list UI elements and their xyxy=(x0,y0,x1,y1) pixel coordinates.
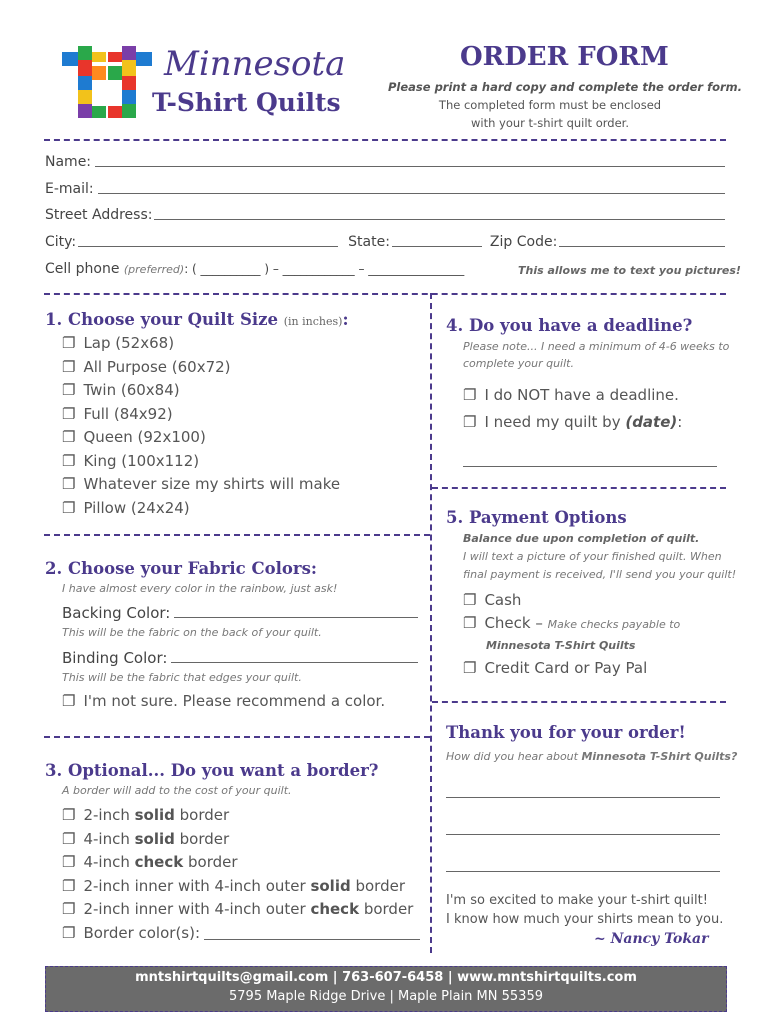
section-1-title: 1. Choose your Quilt Size (in inches): xyxy=(45,310,349,329)
section-2-title: 2. Choose your Fabric Colors: xyxy=(45,559,317,578)
option-label: border xyxy=(183,853,238,871)
quilt-size-option[interactable] xyxy=(62,403,340,427)
name-label: Name: xyxy=(45,154,92,170)
border-option[interactable] xyxy=(62,828,420,852)
option-label: Credit Card or Pay Pal xyxy=(484,659,648,677)
option-label: border xyxy=(350,876,405,895)
section-2-note: I have almost every color in the rainbow, just ask! xyxy=(62,582,338,595)
section-4-note-1: Please note... I need a minimum of 4-6 weeks to xyxy=(463,340,730,353)
section-4-title: 4. Do you have a deadline? xyxy=(446,316,693,335)
quilt-size-options xyxy=(62,332,340,520)
email-label: E-mail: xyxy=(45,181,94,197)
date-label: (date) xyxy=(625,413,678,431)
option-label: Queen (92x100) xyxy=(83,428,206,446)
option-label: 4-inch xyxy=(83,853,135,871)
checkbox-icon[interactable]: ❐ xyxy=(62,381,76,399)
option-label: : xyxy=(677,413,683,431)
city-label: City: xyxy=(45,234,77,250)
section-3-note: A border will add to the cost of your quilt. xyxy=(62,784,292,797)
quilt-size-option[interactable] xyxy=(62,473,340,497)
closing-line-2: I know how much your shirts mean to you. xyxy=(446,912,724,927)
option-label: Pillow (24x24) xyxy=(83,498,190,517)
option-label: border xyxy=(174,806,230,824)
state-field[interactable] xyxy=(392,234,482,247)
zip-field[interactable] xyxy=(559,234,725,247)
street-address-field[interactable] xyxy=(45,207,725,223)
street-address-label: Street Address: xyxy=(45,207,153,223)
option-bold: solid xyxy=(134,806,175,824)
state-label: State: xyxy=(348,234,390,250)
logo-script-text: Minnesota xyxy=(164,44,346,84)
checkbox-icon[interactable]: ❐ xyxy=(62,692,76,710)
header-subtitle: Please print a hard copy and complete the order form. xyxy=(388,80,743,94)
option-label: border xyxy=(174,829,230,848)
option-label: Cash xyxy=(484,591,522,609)
border-option[interactable] xyxy=(62,875,420,899)
option-label: I do NOT have a deadline. xyxy=(484,386,679,404)
quilt-size-option[interactable] xyxy=(62,426,340,450)
quilt-tshirt-logo-icon xyxy=(62,44,154,130)
backing-color-label: Backing Color: xyxy=(62,604,171,622)
footer xyxy=(45,966,727,1012)
thanks-title: Thank you for your order! xyxy=(446,723,686,742)
checkbox-icon[interactable]: ❐ xyxy=(463,614,477,632)
border-colors-field[interactable] xyxy=(62,922,420,946)
border-options xyxy=(62,804,420,945)
backing-color-field[interactable] xyxy=(62,604,418,622)
option-label: Check – xyxy=(484,614,543,632)
logo xyxy=(62,44,362,130)
option-bold: solid xyxy=(310,876,351,895)
binding-color-field[interactable] xyxy=(62,649,418,667)
checkbox-icon[interactable]: ❐ xyxy=(62,829,76,848)
header-note-2: with your t-shirt quilt order. xyxy=(470,116,629,130)
no-deadline-option[interactable] xyxy=(463,384,679,408)
section-3-title: 3. Optional... Do you want a border? xyxy=(45,761,379,780)
option-label: Twin (60x84) xyxy=(83,381,180,399)
section-1-title-text: 1. Choose your Quilt Size xyxy=(45,310,278,329)
deadline-date-option[interactable] xyxy=(463,411,682,435)
option-label: All Purpose (60x72) xyxy=(83,357,231,376)
referral-field-1[interactable] xyxy=(446,797,720,798)
option-label: Whatever size my shirts will make xyxy=(83,475,341,493)
cell-phone-note: This allows me to text you pictures! xyxy=(518,264,741,277)
order-form-title: ORDER FORM xyxy=(460,42,669,72)
footer-address: 5795 Maple Ridge Drive | Maple Plain MN 55359 xyxy=(229,989,543,1004)
divider-section-2 xyxy=(44,736,430,738)
logo-title-text: T-Shirt Quilts xyxy=(152,88,341,117)
section-5-note-1: I will text a picture of your finished quilt. When xyxy=(463,550,722,563)
checkbox-icon[interactable]: ❐ xyxy=(62,498,76,517)
checkbox-icon[interactable]: ❐ xyxy=(62,404,76,423)
section-5-title: 5. Payment Options xyxy=(446,508,627,527)
thanks-question-bold: Minnesota T-Shirt Quilts? xyxy=(581,750,738,763)
city-field[interactable] xyxy=(78,234,338,247)
footer-contact: mntshirtquilts@gmail.com | 763-607-6458 | www.mntshirtquilts.com xyxy=(135,970,637,985)
quilt-size-option[interactable] xyxy=(62,379,340,403)
cell-phone-field[interactable] xyxy=(45,261,464,277)
recommend-color-option[interactable] xyxy=(62,690,385,714)
divider-section-1 xyxy=(44,534,430,536)
binding-color-label: Binding Color: xyxy=(62,649,168,667)
checkbox-icon[interactable]: ❐ xyxy=(62,428,76,446)
thanks-question-text: How did you hear about xyxy=(446,750,582,763)
quilt-size-option[interactable] xyxy=(62,356,340,380)
option-label: I need my quilt by xyxy=(484,413,626,431)
checkbox-icon[interactable]: ❐ xyxy=(62,876,76,895)
border-option[interactable] xyxy=(62,804,420,828)
binding-color-note: This will be the fabric that edges your quilt. xyxy=(62,671,302,684)
closing-line-1: I'm so excited to make your t-shirt quilt! xyxy=(446,893,708,908)
checkbox-icon[interactable]: ❐ xyxy=(62,357,76,376)
option-label: Lap (52x68) xyxy=(83,334,175,352)
checkbox-icon[interactable]: ❐ xyxy=(463,413,477,431)
zip-label: Zip Code: xyxy=(489,234,558,250)
option-label: 2-inch inner with 4-inch outer xyxy=(83,900,311,918)
option-label: King (100x112) xyxy=(83,451,200,470)
checkbox-icon[interactable]: ❐ xyxy=(62,923,76,942)
checkbox-icon[interactable]: ❐ xyxy=(463,386,477,404)
backing-color-note: This will be the fabric on the back of your quilt. xyxy=(62,626,322,639)
quilt-size-option[interactable] xyxy=(62,332,340,356)
check-option[interactable] xyxy=(463,612,680,636)
section-5-bold-note: Balance due upon completion of quilt. xyxy=(463,532,700,545)
checkbox-icon[interactable]: ❐ xyxy=(62,334,76,352)
option-label: 4-inch xyxy=(83,829,135,848)
checkbox-icon[interactable]: ❐ xyxy=(62,900,76,918)
cash-option[interactable] xyxy=(463,589,521,613)
option-label: 2-inch inner with 4-inch outer xyxy=(83,876,311,895)
name-field[interactable] xyxy=(45,154,725,170)
header-note-1: The completed form must be enclosed xyxy=(438,98,662,112)
check-note: Make checks payable to xyxy=(547,618,681,631)
border-option[interactable] xyxy=(62,851,420,875)
divider-section-4 xyxy=(432,487,726,489)
checkbox-icon[interactable]: ❐ xyxy=(62,451,76,470)
email-field[interactable] xyxy=(45,181,725,197)
column-divider xyxy=(430,293,432,953)
section-4-note-2: complete your quilt. xyxy=(463,357,574,370)
cell-phone-preferred: (preferred) xyxy=(123,263,185,276)
divider-section-5 xyxy=(432,701,726,703)
check-payee: Minnesota T-Shirt Quilts xyxy=(486,639,636,652)
divider-top xyxy=(44,139,726,141)
divider-contact xyxy=(44,293,726,295)
checkbox-icon[interactable]: ❐ xyxy=(62,853,76,871)
option-label: I'm not sure. Please recommend a color. xyxy=(83,692,386,710)
option-bold: check xyxy=(310,900,360,918)
option-bold: solid xyxy=(134,829,175,848)
option-label: border xyxy=(359,900,414,918)
checkbox-icon[interactable]: ❐ xyxy=(62,806,76,824)
quilt-size-option[interactable] xyxy=(62,450,340,474)
signature: ~ Nancy Tokar xyxy=(594,931,709,947)
option-label: 2-inch xyxy=(83,806,135,824)
border-option[interactable] xyxy=(62,898,420,922)
checkbox-icon[interactable]: ❐ xyxy=(463,591,477,609)
cell-phone-format: : ( __________ ) – ____________ – ________________ xyxy=(184,262,465,276)
city-state-zip-row xyxy=(45,234,725,250)
referral-field-2[interactable] xyxy=(446,834,720,835)
checkbox-icon[interactable]: ❐ xyxy=(463,659,477,677)
section-5-note-2: final payment is received, I'll send you your quilt! xyxy=(463,568,737,581)
quilt-size-option[interactable] xyxy=(62,497,340,521)
referral-field-3[interactable] xyxy=(446,871,720,872)
thanks-question xyxy=(446,750,737,763)
cell-phone-label: Cell phone xyxy=(45,261,120,277)
checkbox-icon[interactable]: ❐ xyxy=(62,475,76,493)
option-label: Full (84x92) xyxy=(83,404,173,423)
border-colors-label: Border color(s): xyxy=(83,923,201,942)
card-option[interactable] xyxy=(463,657,647,681)
deadline-date-field[interactable] xyxy=(463,466,717,467)
option-bold: check xyxy=(134,853,184,871)
section-1-title-note: (in inches) xyxy=(283,315,343,328)
